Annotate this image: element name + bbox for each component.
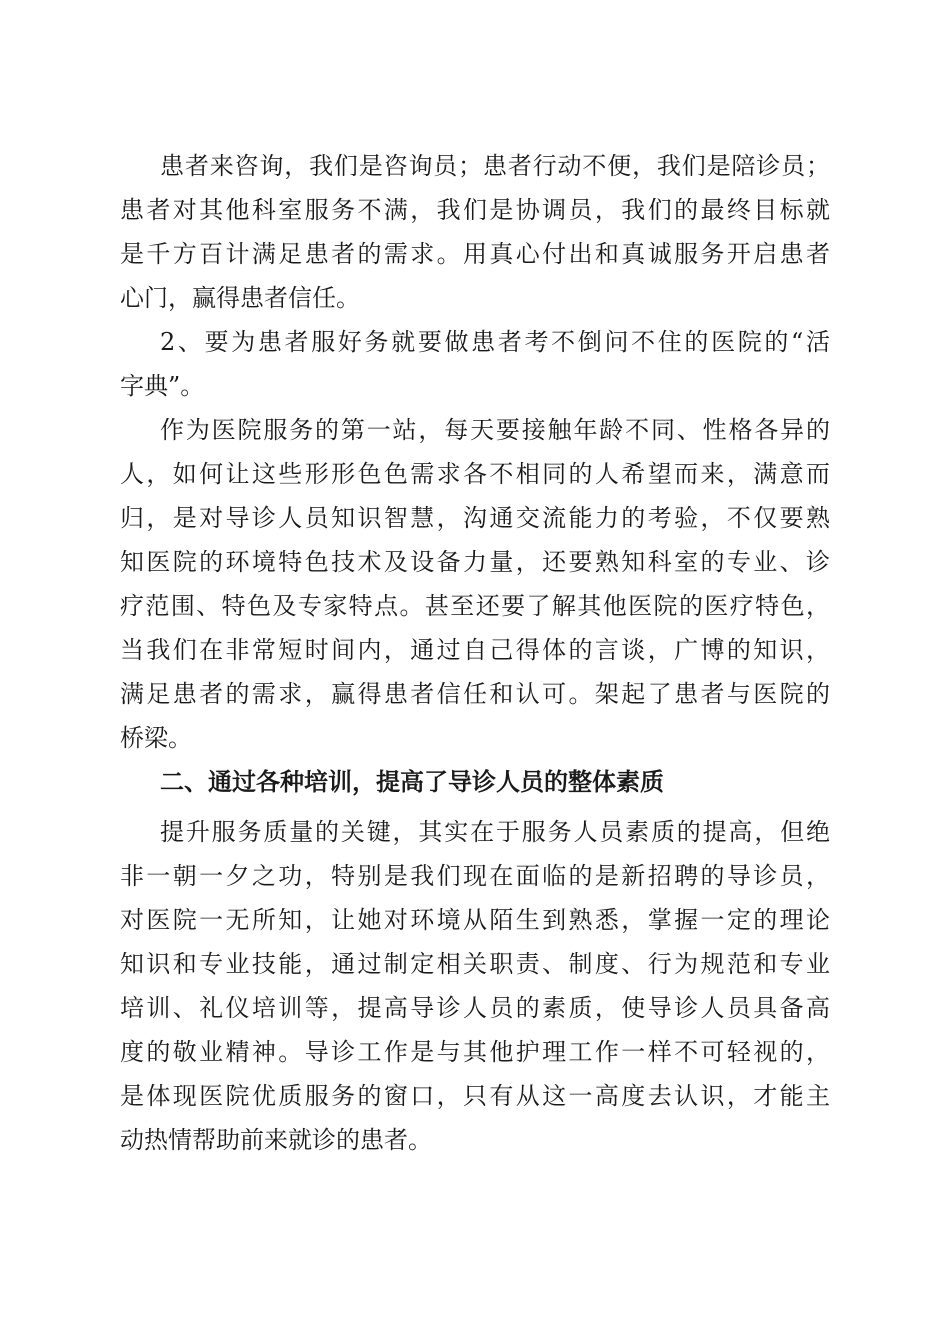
paragraph-1-line-1: 患者来咨询，我们是咨询员；患者行动不便，我们是陪诊员； <box>160 152 830 180</box>
paragraph-4-line-6: 度的敬业精神。导诊工作是与其他护理工作一样不可轻视的， <box>120 1038 830 1066</box>
paragraph-3-line-2: 人，如何让这些形形色色需求各不相同的人希望而来，满意而 <box>120 460 830 488</box>
paragraph-1-line-2: 患者对其他科室服务不满，我们是协调员，我们的最终目标就 <box>120 196 830 224</box>
paragraph-3-line-8: 桥梁。 <box>120 724 192 752</box>
section-heading: 二、通过各种培训，提高了导诊人员的整体素质 <box>160 768 664 796</box>
paragraph-2-line-1: 2、要为患者服好务就要做患者考不倒问不住的医院的“活 <box>160 328 830 356</box>
paragraph-2-line-2: 字典”。 <box>120 372 205 400</box>
paragraph-1-line-3: 是千方百计满足患者的需求。用真心付出和真诚服务开启患者 <box>120 240 830 268</box>
paragraph-4-line-4: 知识和专业技能，通过制定相关职责、制度、行为规范和专业 <box>120 950 830 978</box>
paragraph-3-line-6: 当我们在非常短时间内，通过自己得体的言谈，广博的知识， <box>120 636 830 664</box>
paragraph-1-line-4: 心门，赢得患者信任。 <box>120 284 360 312</box>
paragraph-3-line-7: 满足患者的需求，赢得患者信任和认可。架起了患者与医院的 <box>120 680 830 708</box>
paragraph-3-line-5: 疗范围、特色及专家特点。甚至还要了解其他医院的医疗特色， <box>120 592 830 620</box>
paragraph-4-line-7: 是体现医院优质服务的窗口，只有从这一高度去认识，才能主 <box>120 1082 830 1110</box>
paragraph-4-line-5: 培训、礼仪培训等，提高导诊人员的素质，使导诊人员具备高 <box>120 994 830 1022</box>
paragraph-3-line-4: 知医院的环境特色技术及设备力量，还要熟知科室的专业、诊 <box>120 548 830 576</box>
paragraph-4-line-2: 非一朝一夕之功，特别是我们现在面临的是新招聘的导诊员， <box>120 862 830 890</box>
paragraph-4-line-3: 对医院一无所知，让她对环境从陌生到熟悉，掌握一定的理论 <box>120 906 830 934</box>
paragraph-3-line-3: 归，是对导诊人员知识智慧，沟通交流能力的考验，不仅要熟 <box>120 504 830 532</box>
paragraph-3-line-1: 作为医院服务的第一站，每天要接触年龄不同、性格各异的 <box>160 416 830 444</box>
paragraph-4-line-1: 提升服务质量的关键，其实在于服务人员素质的提高，但绝 <box>160 818 830 846</box>
paragraph-4-line-8: 动热情帮助前来就诊的患者。 <box>120 1126 432 1154</box>
